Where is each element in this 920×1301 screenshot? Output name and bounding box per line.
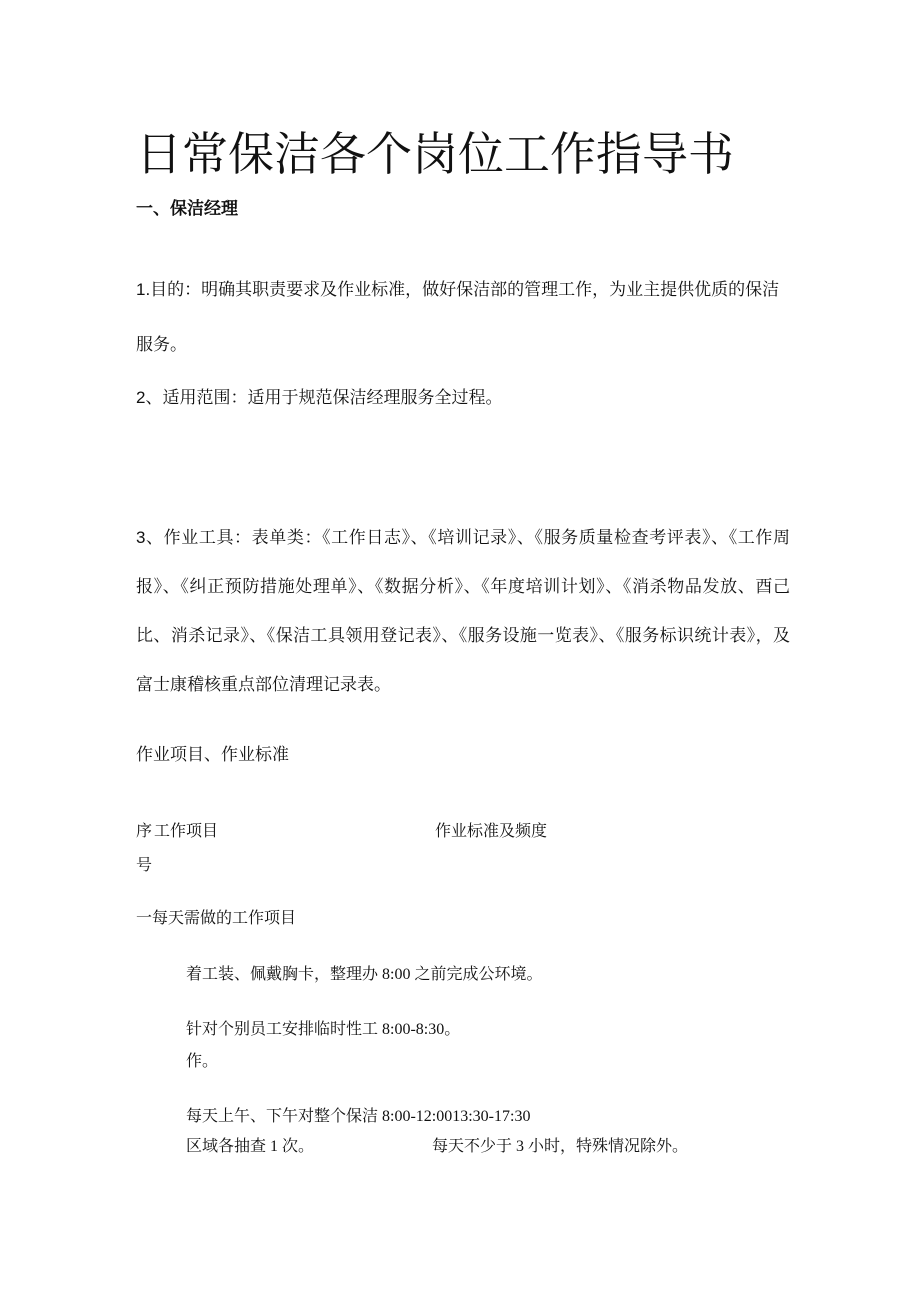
table-row: 着工装、佩戴胸卡，整理办 8:00 之前完成公环境。 <box>186 966 543 983</box>
table-section-daily-items: 一每天需做的工作项目 <box>136 910 297 927</box>
section-heading-cleaning-manager: 一、保洁经理 <box>136 199 238 218</box>
table-row-standard: 每天不少于 3 小时，特殊情况除外。 <box>432 1138 689 1155</box>
table-row: 每天上午、下午对整个保洁 8:00-12:0013:30-17:30 <box>186 1108 531 1125</box>
work-items-subheading: 作业项目、作业标准 <box>136 745 289 764</box>
table-row: 针对个别员工安排临时性工 8:00-8:30。 <box>186 1021 461 1038</box>
table-header-standard: 作业标准及频度 <box>435 823 548 840</box>
table-header-item: 工作项目 <box>154 823 219 840</box>
table-header-seq: 序 <box>136 823 153 840</box>
purpose-paragraph: 1.目的：明确其职责要求及作业标准，做好保洁部的管理工作，为业主提供优质的保洁服务。 <box>136 280 780 354</box>
tools-paragraph: 3、作业工具：表单类：《工作日志》、《培训记录》、《服务质量检查考评表》、《工作周报》、《纠正预防措施处理单》、《数据分析》、《年度培训计划》、《消杀物品发放、酉己比、消杀记录》、《保洁工具领用登记表》、《服务设施一览表》、《服务标识统计表》，及富士康稽核重点部位清理记录表。 <box>136 528 790 694</box>
document-title: 日常保洁各个岗位工作指导书 <box>136 129 734 180</box>
table-row-continued: 区域各抽查 1 次。 <box>186 1138 315 1155</box>
scope-paragraph: 2、适用范围：适用于规范保洁经理服务全过程。 <box>136 388 503 407</box>
table-header-seq-continued: 号 <box>136 857 153 874</box>
table-row-continued: 作。 <box>186 1053 219 1070</box>
